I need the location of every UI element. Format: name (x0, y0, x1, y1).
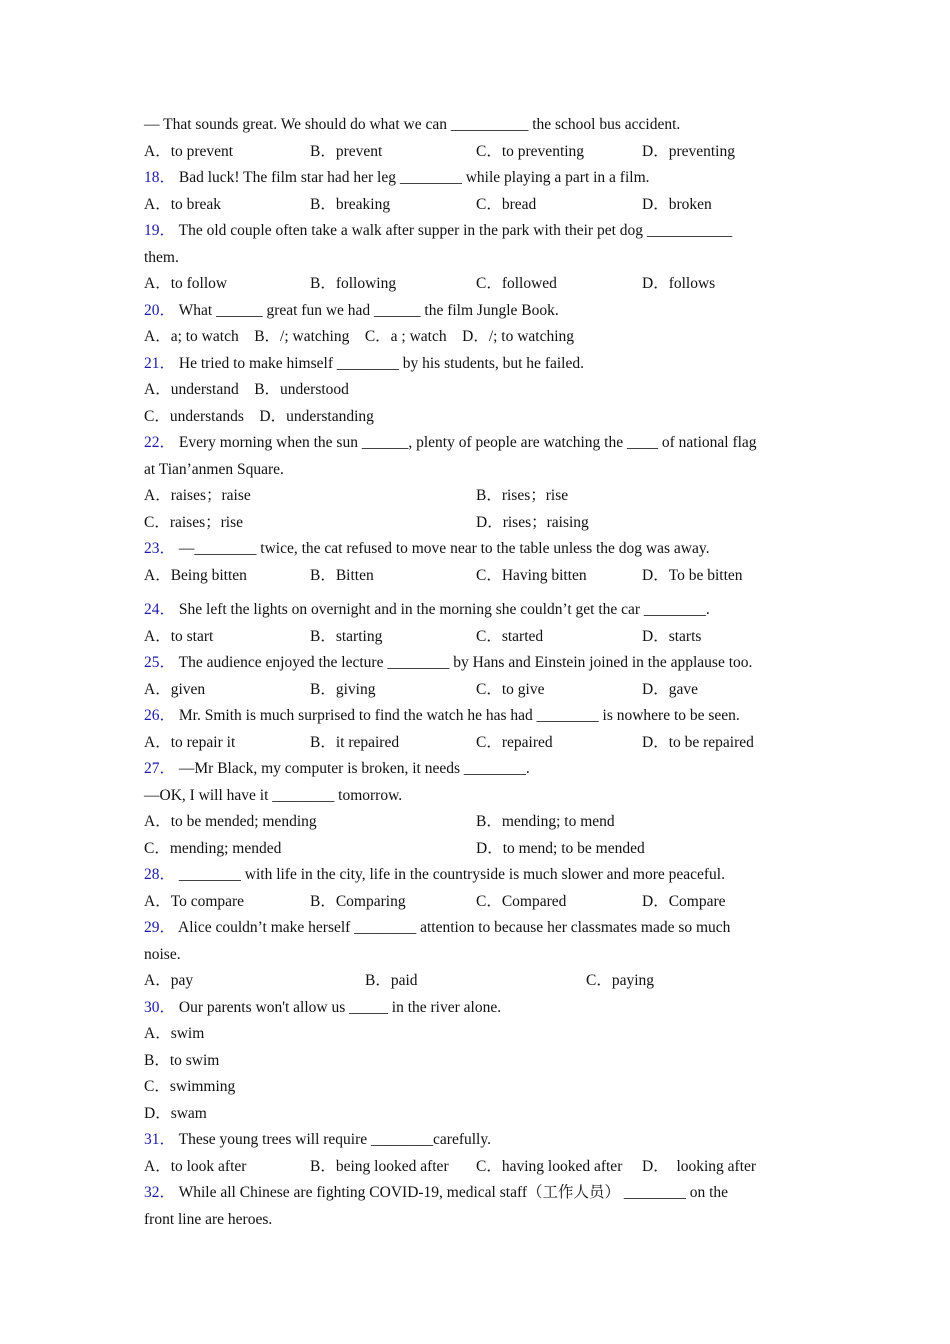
option-a: A．swim (144, 1025, 205, 1042)
question-27-options-1 (144, 809, 816, 836)
option-c: C．Compared (476, 892, 567, 910)
option-a: A．to prevent (144, 142, 234, 160)
question-22-options-1 (144, 483, 816, 510)
question-27-options-2 (144, 836, 816, 863)
question-text: These young trees will require ________carefully. (178, 1131, 491, 1148)
question-19-options (144, 271, 816, 298)
option-c: C．followed (476, 275, 557, 292)
option-c: C．started (476, 627, 544, 645)
option-c: C．to preventing (476, 142, 585, 160)
question-28-options (144, 889, 816, 916)
option-a: A．to break (144, 195, 222, 213)
option-b: B．to swim (144, 1051, 220, 1069)
question-number: 18． (144, 169, 176, 186)
question-text: She left the lights on overnight and in the morning she couldn’t get the car ________. (178, 601, 710, 618)
question-text: He tried to make himself ________ by his students, but he failed. (178, 354, 584, 372)
option-a: A．Being bitten (144, 566, 247, 584)
question-number: 28． (144, 866, 176, 883)
question-21-options-2: C．understands D．understanding (144, 407, 374, 425)
question-30-stem (144, 995, 816, 1022)
option-d: D．To be bitten (642, 566, 743, 584)
question-number: 31． (144, 1131, 176, 1148)
option-d: D．gave (642, 680, 698, 698)
option-a: A．To compare (144, 892, 245, 910)
option-a: A．to look after (144, 1157, 247, 1175)
option-b: B．prevent (310, 142, 383, 160)
question-18-stem (144, 165, 816, 192)
question-text: ________ with life in the city, life in the countryside is much slower and more peaceful. (178, 866, 725, 883)
option-d: D．starts (642, 627, 702, 645)
question-number: 32． (144, 1184, 176, 1201)
option-d: D． looking after (642, 1157, 757, 1175)
question-21-options-1: A．understand B．understood (144, 381, 349, 398)
question-17-options (144, 139, 816, 166)
question-text: Alice couldn’t make herself ________ attention to because her classmates made so much (178, 919, 731, 936)
option-c: C．swimming (144, 1078, 236, 1095)
option-a: A．to start (144, 627, 214, 645)
question-text: Bad luck! The film star had her leg ________ while playing a part in a film. (178, 169, 650, 186)
spacer (144, 589, 816, 597)
option-b: B．Comparing (310, 892, 406, 910)
option-d: D．preventing (642, 142, 735, 160)
question-32-stem-cont: front line are heroes. (144, 1210, 273, 1228)
question-32-stem (144, 1180, 816, 1207)
question-23-stem (144, 536, 816, 563)
question-22-stem (144, 430, 816, 457)
question-text: Our parents won't allow us _____ in the river alone. (178, 998, 502, 1016)
question-27-stem (144, 756, 816, 783)
question-text: The audience enjoyed the lecture ________ by Hans and Einstein joined in the applause too. (178, 654, 753, 671)
option-b: B．rises；rise (476, 487, 569, 504)
question-18-options (144, 192, 816, 219)
option-c: C．mending; mended (144, 839, 282, 857)
question-number: 19． (144, 222, 176, 239)
option-c: C．raises；rise (144, 513, 244, 531)
question-number: 29． (144, 919, 176, 936)
question-26-stem (144, 703, 816, 730)
question-23-options (144, 563, 816, 590)
option-b: B．Bitten (310, 566, 374, 584)
question-29-stem-cont: noise. (144, 945, 181, 963)
option-a: A．to repair it (144, 733, 236, 751)
option-b: B．mending; to mend (476, 813, 615, 830)
option-a: A．raises；raise (144, 487, 251, 504)
option-a: A．given (144, 680, 206, 698)
question-25-stem (144, 650, 816, 677)
option-a: A．to be mended; mending (144, 813, 317, 830)
question-number: 21． (144, 354, 176, 372)
option-d: D．Compare (642, 892, 726, 910)
option-c: C．paying (586, 972, 655, 989)
option-b: B．it repaired (310, 733, 400, 751)
question-20-options: A．a; to watch B．/; watching C．a ; watch D．/; to watching (144, 328, 575, 345)
question-31-options (144, 1154, 816, 1181)
option-d: D．to be repaired (642, 733, 754, 751)
question-19-stem-cont: them. (144, 248, 179, 266)
question-number: 25． (144, 654, 176, 671)
question-24-stem (144, 597, 816, 624)
option-b: B．starting (310, 627, 383, 645)
question-number: 30． (144, 998, 176, 1016)
question-29-options (144, 968, 816, 995)
option-d: D．rises；raising (476, 513, 589, 531)
option-d: D．to mend; to be mended (476, 839, 645, 857)
option-c: C．bread (476, 195, 537, 213)
option-b: B．paid (365, 972, 418, 989)
option-c: C．to give (476, 680, 545, 698)
option-a: A．pay (144, 972, 194, 989)
question-number: 27． (144, 760, 176, 777)
option-b: B．giving (310, 680, 376, 698)
question-24-options (144, 624, 816, 651)
question-26-options (144, 730, 816, 757)
question-20-stem (144, 298, 816, 325)
question-22-options-2 (144, 510, 816, 537)
question-28-stem (144, 862, 816, 889)
question-text: Every morning when the sun ______, plenty of people are watching the ____ of national flag (178, 434, 757, 451)
question-text: —Mr Black, my computer is broken, it needs ________. (178, 760, 530, 777)
question-27-stem-cont: —OK, I will have it ________ tomorrow. (144, 786, 403, 804)
option-c: C．having looked after (476, 1157, 623, 1175)
question-25-options (144, 677, 816, 704)
question-text: The old couple often take a walk after supper in the park with their pet dog ___________ (178, 222, 733, 239)
question-17-stem: — That sounds great. We should do what we can __________ the school bus accident. (144, 116, 681, 133)
question-text: What ______ great fun we had ______ the film Jungle Book. (178, 301, 559, 319)
question-text: Mr. Smith is much surprised to find the watch he has had ________ is nowhere to be seen. (178, 707, 740, 724)
question-list (144, 112, 816, 1233)
option-d: D．follows (642, 275, 716, 292)
question-31-stem (144, 1127, 816, 1154)
question-number: 22． (144, 434, 176, 451)
question-21-stem (144, 351, 816, 378)
question-number: 23． (144, 540, 176, 557)
question-19-stem (144, 218, 816, 245)
option-d: D．swam (144, 1104, 207, 1122)
question-29-stem (144, 915, 816, 942)
question-text: While all Chinese are fighting COVID-19, medical staff（工作人员） ________ on the (178, 1184, 729, 1201)
question-text: —________ twice, the cat refused to move near to the table unless the dog was away. (178, 540, 710, 557)
option-a: A．to follow (144, 275, 228, 292)
option-b: B．following (310, 275, 397, 292)
question-number: 24． (144, 601, 176, 618)
question-number: 20． (144, 301, 176, 319)
option-c: C．Having bitten (476, 566, 587, 584)
question-number: 26． (144, 707, 176, 724)
option-b: B．being looked after (310, 1157, 449, 1175)
option-d: D．broken (642, 195, 712, 213)
question-22-stem-cont: at Tian’anmen Square. (144, 460, 284, 478)
option-c: C．repaired (476, 733, 553, 751)
option-b: B．breaking (310, 195, 391, 213)
